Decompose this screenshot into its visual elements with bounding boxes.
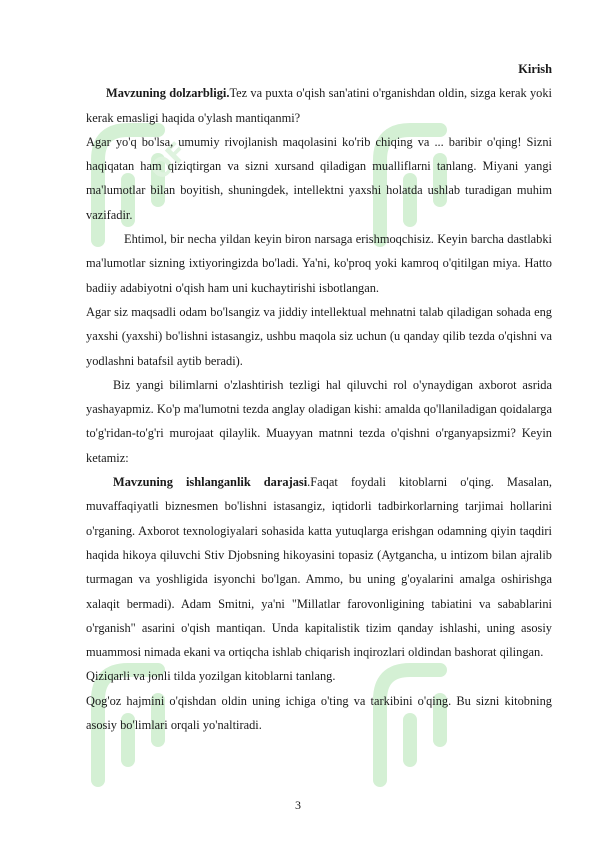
paragraph-text: Biz yangi bilimlarni o'zlashtirish tezligi hal qiluvchi rol o'ynaydigan axborot asrida yashayapmiz. Ko'p ma'lumotni tezda anglay oladigan kishi: amalda qo'llaniladigan qoidalarga to'g'ridan-to'g'ri murojaat qilaylik. Muayyan matnni tezda o'qishni o'rganyapsizmi? Keyin ketamiz: — [86, 377, 552, 465]
paragraph-text: Qiziqarli va jonli tilda yozilgan kitoblarni tanlang. — [86, 669, 336, 684]
paragraph — [86, 130, 552, 227]
paragraph — [86, 81, 552, 130]
paragraph — [86, 664, 552, 688]
paragraph-lead: Mavzuning dolzarbligi. — [106, 86, 230, 101]
paragraph-text: Tez va puxta o'qish san'atini o'rganishdan oldin, sizga kerak yoki kerak emasligi haqida o'ylash mantiqanmi? — [86, 86, 552, 125]
paragraph — [86, 227, 552, 300]
paragraph-lead: Mavzuning ishlanganlik darajasi — [113, 475, 308, 490]
document-body — [86, 57, 552, 737]
svg-text:OF: OF — [144, 136, 195, 187]
paragraph — [86, 373, 552, 470]
page-number: 3 — [295, 798, 301, 812]
paragraph-text: Agar siz maqsadli odam bo'lsangiz va jiddiy intellektual mehnatni talab qiladigan sohada eng yaxshi (yaxshi) bo'lishni istasangiz, ushbu maqola siz uchun (u qanday qilib tezda o'qishni va yodlashni batafsil aytib beradi). — [86, 304, 552, 368]
paragraph-text: .Faqat foydali kitoblarni o'qing. Masalan, muvaffaqiyatli biznesmen bo'lishni istasangiz, iqtidorli tadbirkorlarning tarjimai hollarini o'rganing. Axborot texnologiyalari sohasida katta yutuqlarga erishgan odamning qiyin taqdiri haqida hikoya qiluvchi Stiv Djobsning hikoyasini topasiz (Aytgancha, u intizom bilan ajralib turmagan va yoshligida isyonchi bo'lgan. Ammo, bu uning g'oyalarini amalga oshirishga xalaqit bermadi). Adam Smitni, ya'ni "Millatlar farovonligining tabiatini va sabablarini o'rganish" asarini o'qish mantiqan. Unda kapitalistik tizim qanday ishlashi, uning asosiy muammosi nimada ekani va ortiqcha ishlab chiqarish inqirozlari oldindan bashorat qilingan. — [86, 475, 553, 660]
section-title: Kirish — [518, 62, 552, 76]
paragraph — [86, 300, 552, 373]
paragraph-text: Agar yo'q bo'lsa, umumiy rivojlanish maqolasini ko'rib chiqing va ... baribir o'qing! Sizni haqiqatan ham qiziqtirgan va sizni xursand qiladigan mualliflarni tanlang. Miyani yangi ma'lumotlar bilan boyitish, shuningdek, intellektni yaxshi holatda ushlab turadigan muhim vazifadir. — [86, 134, 552, 222]
paragraph-text: Ehtimol, bir necha yildan keyin biron narsaga erishmoqchisiz. Keyin barcha dastlabki ma'lumotlar sizning ixtiyoringizda bo'ladi. Ya'ni, ko'proq yoki kamroq o'qitilgan miya. Hatto badiiy adabiyotni o'qish ham uni kuchaytirishi isbotlangan. — [86, 232, 552, 295]
paragraph — [86, 470, 552, 664]
paragraph — [86, 689, 552, 738]
paragraph-text: Qog'oz hajmini o'qishdan oldin uning ichiga o'ting va tarkibini o'qing. Bu sizni kitobning asosiy bo'limlari orqali yo'naltiradi. — [86, 693, 552, 733]
